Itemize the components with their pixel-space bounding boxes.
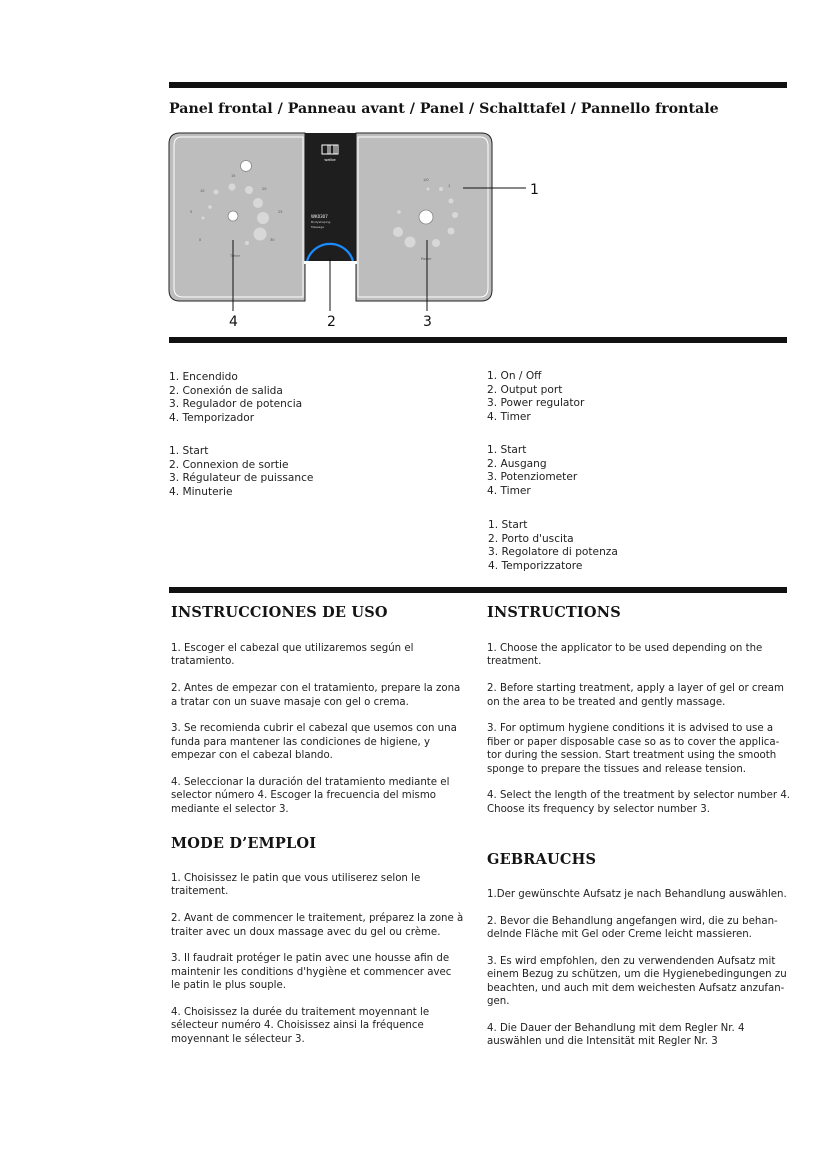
list-item: 2. Output port [487, 383, 563, 396]
svg-text:20: 20 [262, 187, 267, 191]
list-de [487, 444, 577, 498]
paragraph: 1. Choose the applicator to be used depending on the treatment. [487, 643, 763, 668]
lower-rule [169, 587, 787, 593]
paragraph: 3. Se recomienda cubrir el cabezal que usemos con una funda para mantener las condiciones de higiene, y empezar con el cabezal blando. [171, 723, 457, 762]
callout-3: 3 [423, 314, 432, 330]
list-es [169, 371, 302, 425]
list-item: 3. Power regulator [487, 397, 585, 410]
model-sub1: Bodyshaping [311, 220, 331, 224]
paragraph: 2. Antes de empezar con el tratamiento, prepare la zona a tratar con un suave masaje con gel o crema. [171, 683, 461, 708]
list-item: 2. Porto d'uscita [488, 532, 574, 545]
svg-text:15: 15 [231, 174, 236, 178]
svg-text:25: 25 [278, 210, 283, 214]
list-it [488, 519, 618, 573]
paragraph: 4. Select the length of the treatment by selector number 4. Choose its frequency by selector number 3. [487, 790, 791, 815]
list-item: 2. Connexion de sortie [169, 458, 289, 471]
section-title-de: GEBRAUCHS [487, 851, 597, 868]
list-item: 4. Temporizzatore [488, 559, 583, 572]
instructions-es [171, 642, 471, 830]
instructions-en [487, 642, 797, 830]
model-text: WK0307 [311, 214, 328, 219]
callout-4: 4 [229, 314, 238, 330]
timer-label: Timer [230, 254, 241, 258]
svg-text:30: 30 [270, 238, 275, 242]
paragraph: 1. Choisissez le patin que vous utiliserez selon le traitement. [171, 873, 421, 898]
paragraph: 1.Der gewünschte Aufsatz je nach Behandlung auswählen. [487, 889, 787, 900]
model-sub2: Massage [311, 225, 325, 229]
svg-text:1/0: 1/0 [423, 178, 429, 182]
paragraph: 4. Choisissez la durée du traitement moyennant le sélecteur numéro 4. Choisissez ainsi la fréquence moyennant le sélecteur 3. [171, 1007, 430, 1045]
paragraph: 2. Before starting treatment, apply a layer of gel or cream on the area to be treated and gently massage. [487, 683, 784, 708]
list-item: 4. Timer [487, 484, 531, 497]
paragraph: 2. Avant de commencer le traitement, préparez la zone à traiter avec un doux massage avec du gel ou crème. [171, 913, 464, 938]
section-title-fr: MODE D’EMPLOI [171, 835, 317, 852]
list-item: 3. Potenziometer [487, 471, 578, 484]
paragraph: 4. Seleccionar la duración del tratamiento mediante el selector número 4. Escoger la frecuencia del mismo mediante el selector 3. [171, 777, 450, 815]
list-item: 3. Régulateur de puissance [169, 472, 314, 485]
paragraph: 3. Es wird empfohlen, den zu verwendenden Aufsatz mit einem Bezug zu schützen, um die Hygienebedingungen zu beachten, und auch mit dem weichesten Aufsatz anzufan- gen. [487, 956, 787, 1008]
instructions-de [487, 888, 797, 1062]
list-item: 1. Start [488, 519, 528, 531]
list-en [487, 370, 584, 424]
paragraph: 1. Escoger el cabezal que utilizaremos según el tratamiento. [171, 643, 414, 668]
callout-2: 2 [327, 314, 336, 330]
section-title-es: INSTRUCCIONES DE USO [171, 604, 388, 621]
svg-text:0: 0 [199, 238, 202, 242]
svg-text:10: 10 [200, 189, 205, 193]
svg-text:1: 1 [448, 184, 451, 188]
list-item: 1. Encendido [169, 371, 238, 383]
list-item: 1. Start [169, 445, 209, 457]
paragraph: 2. Bevor die Behandlung angefangen wird, die zu behan- delnde Fläche mit Gel oder Creme leicht massieren. [487, 915, 778, 941]
list-fr [169, 445, 313, 499]
middle-rule [169, 337, 787, 343]
list-item: 1. On / Off [487, 370, 542, 382]
list-item: 2. Conexión de salida [169, 384, 283, 397]
callout-1: 1 [530, 182, 539, 198]
front-panel-diagram [0, 0, 826, 340]
panel-title: Panel frontal / Panneau avant / Panel / Schalttafel / Pannello frontale [169, 101, 719, 117]
section-title-en: INSTRUCTIONS [487, 604, 621, 621]
list-item: 1. Start [487, 444, 527, 456]
list-item: 4. Timer [487, 410, 531, 423]
instructions-fr [171, 872, 471, 1060]
logo-text: wellbe [324, 158, 336, 162]
list-item: 4. Minuterie [169, 485, 233, 498]
svg-text:5: 5 [190, 210, 193, 214]
list-item: 3. Regulador de potencia [169, 398, 303, 411]
paragraph: 4. Die Dauer der Behandlung mit dem Regler Nr. 4 auswählen und die Intensität mit Regler Nr. 3 [487, 1023, 745, 1048]
list-item: 3. Regolatore di potenza [488, 546, 618, 559]
list-item: 4. Temporizador [169, 411, 255, 424]
list-item: 2. Ausgang [487, 457, 547, 470]
paragraph: 3. Il faudrait protéger le patin avec une housse afin de maintenir les conditions d'hygiène et commencer avec le patin le plus souple. [171, 953, 452, 992]
paragraph: 3. For optimum hygiene conditions it is advised to use a fiber or paper disposable case so as to cover the applica- tor during the session. Start treatment using the smooth sponge to prepare the tissues and release tension. [487, 723, 780, 775]
power-label: Power [421, 257, 432, 261]
